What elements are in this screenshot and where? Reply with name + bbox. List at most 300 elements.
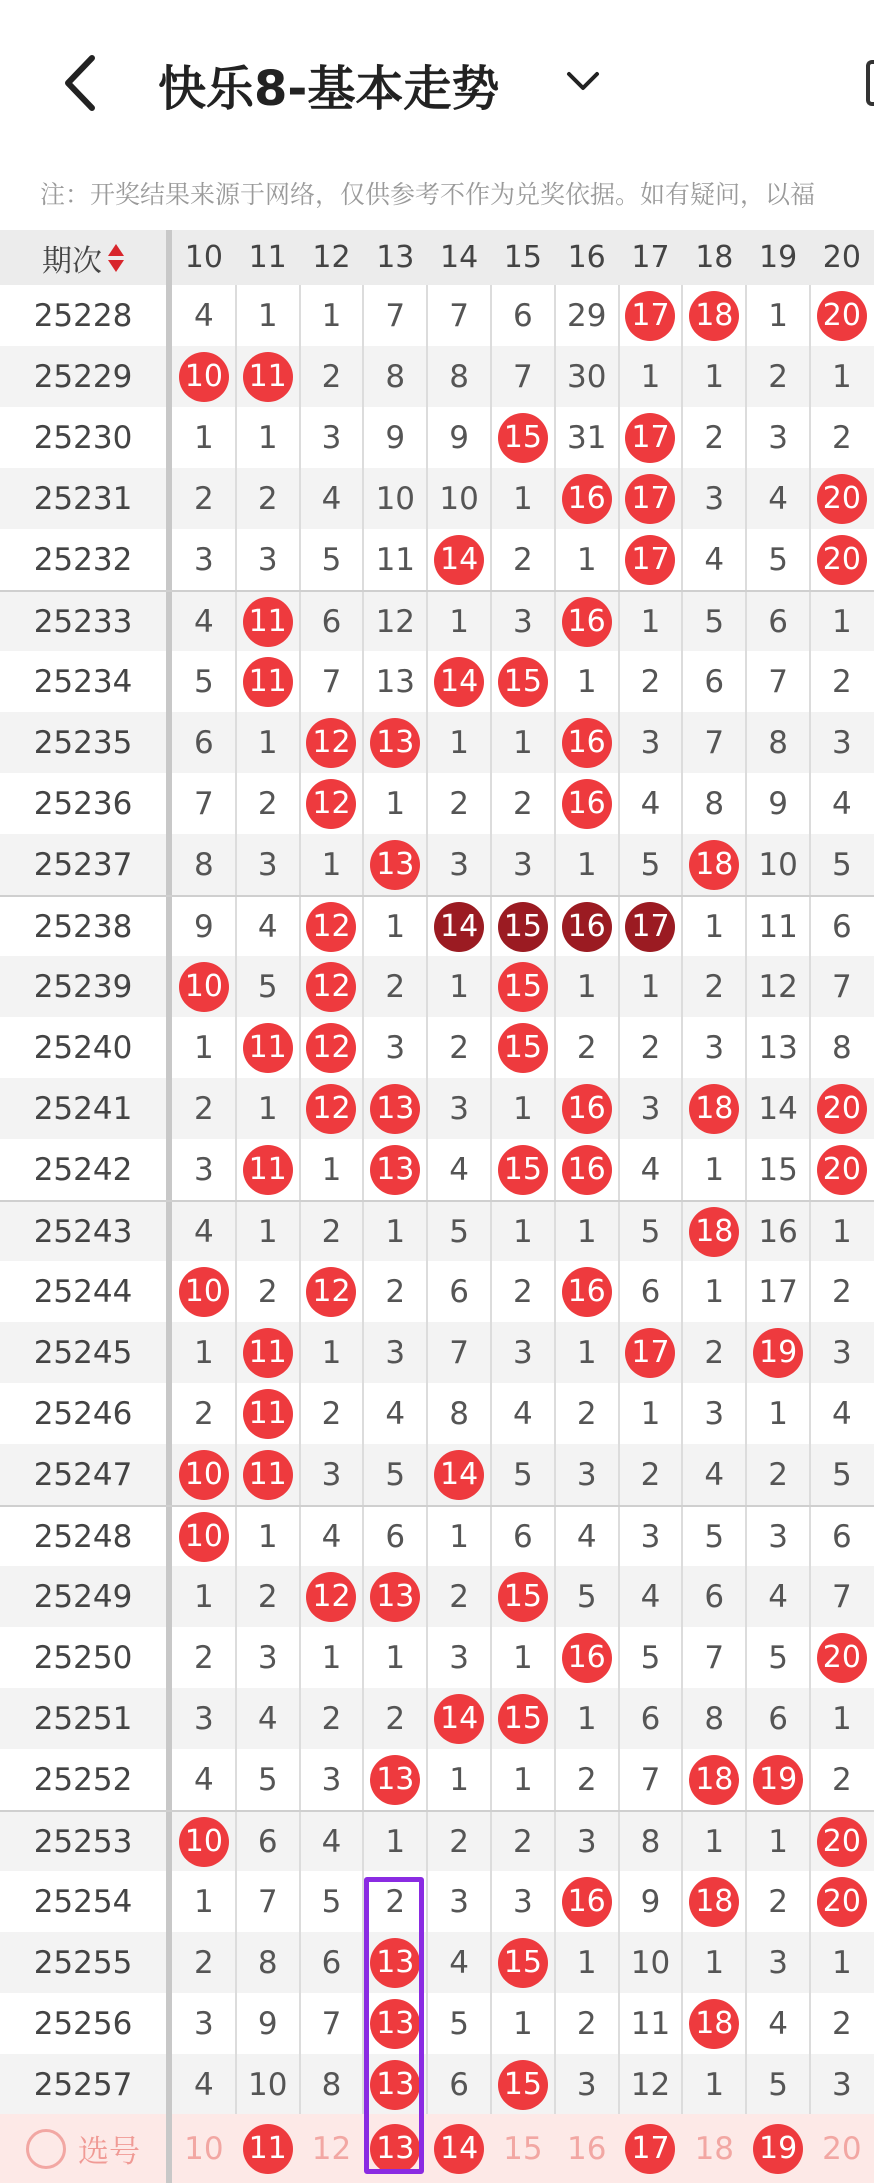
- trend-cell: [427, 1078, 491, 1139]
- select-number-15[interactable]: [491, 2114, 555, 2183]
- omission-count: 5: [832, 846, 852, 883]
- chevron-down-icon: [565, 66, 601, 96]
- trend-cell: [363, 1871, 427, 1932]
- omission-count: 4: [640, 1578, 661, 1615]
- period-number: 25237: [33, 846, 133, 883]
- omission-count: 13: [375, 663, 416, 700]
- trend-cell: [172, 1993, 236, 2054]
- drawn-number-ball: 17: [625, 474, 675, 524]
- trend-cell: [555, 285, 619, 346]
- omission-count: 6: [640, 1700, 661, 1737]
- trend-cell: [746, 1507, 810, 1566]
- drawn-number-ball: 11: [243, 1145, 293, 1195]
- period-number: 25229: [33, 358, 133, 395]
- drawn-number-ball: 17: [625, 535, 675, 585]
- select-number-13[interactable]: [363, 2114, 427, 2183]
- select-number-18[interactable]: [682, 2114, 746, 2183]
- lottery-dropdown-button[interactable]: [565, 66, 601, 96]
- omission-count: 2: [640, 1456, 661, 1493]
- omission-count: 3: [449, 1639, 469, 1676]
- omission-count: 4: [576, 1518, 597, 1555]
- menu-icon[interactable]: [866, 60, 874, 106]
- trend-cell: [300, 1383, 364, 1444]
- omission-count: 3: [257, 541, 278, 578]
- period-number: 25239: [33, 968, 133, 1005]
- trend-cell: [746, 592, 810, 651]
- trend-cell: [300, 346, 364, 407]
- trend-cell: [300, 897, 364, 956]
- column-header-20: 20: [822, 240, 861, 275]
- omission-count: 1: [257, 724, 278, 761]
- omission-count: 6: [513, 1518, 533, 1555]
- selected-number-ball[interactable]: 14: [434, 2124, 484, 2174]
- period-number: 25245: [33, 1334, 133, 1371]
- trend-cell: [363, 1932, 427, 1993]
- omission-count: 1: [194, 419, 214, 456]
- trend-cell: [363, 1507, 427, 1566]
- omission-count: 6: [449, 2066, 469, 2103]
- trend-cell: [555, 956, 619, 1017]
- trend-cell: [427, 651, 491, 712]
- omission-count: 5: [832, 1456, 852, 1493]
- trend-cell: [810, 529, 874, 590]
- omission-count: 4: [449, 1151, 469, 1188]
- trend-cell: [236, 1202, 300, 1261]
- period-number: 25254: [33, 1883, 133, 1920]
- omission-count: 1: [257, 1090, 278, 1127]
- period-number: 25238: [33, 908, 133, 945]
- trend-cell: [555, 346, 619, 407]
- trend-cell: [300, 1444, 364, 1505]
- omission-count: 2: [832, 419, 852, 456]
- omission-count: 4: [640, 1151, 661, 1188]
- trend-cell: [555, 1566, 619, 1627]
- select-number-20[interactable]: [810, 2114, 874, 2183]
- trend-cell: [619, 592, 683, 651]
- omission-count: 2: [832, 1761, 852, 1798]
- omission-count: 1: [449, 724, 469, 761]
- trend-cell: [810, 1507, 874, 1566]
- omission-count: 4: [321, 480, 342, 517]
- trend-cell: [810, 1383, 874, 1444]
- omission-count: 9: [257, 2005, 278, 2042]
- omission-count: 17: [758, 1273, 798, 1310]
- omission-count: 15: [758, 1151, 798, 1188]
- omission-count: 1: [576, 1334, 597, 1371]
- trend-cell: [810, 346, 874, 407]
- trend-cell: [491, 1202, 555, 1261]
- trend-cell: [746, 1627, 810, 1688]
- omission-count: 1: [640, 968, 661, 1005]
- omission-count: 5: [640, 1639, 661, 1676]
- trend-cell: [746, 1932, 810, 1993]
- select-number-11[interactable]: [236, 2114, 300, 2183]
- trend-cell: [810, 956, 874, 1017]
- omission-count: 7: [640, 1761, 661, 1798]
- drawn-number-ball: 14: [434, 535, 484, 585]
- trend-cell: [363, 1202, 427, 1261]
- drawn-number-ball: 18: [689, 291, 739, 341]
- column-header-18: 18: [695, 240, 734, 275]
- trend-cell: [363, 2054, 427, 2115]
- trend-cell: [555, 407, 619, 468]
- selectable-number[interactable]: 18: [694, 2130, 735, 2167]
- drawn-number-ball: 18: [689, 1207, 739, 1257]
- omission-count: 6: [257, 1823, 278, 1860]
- trend-cell: [172, 592, 236, 651]
- omission-count: 5: [704, 603, 725, 640]
- trend-cell: [555, 1749, 619, 1810]
- trend-cell: [300, 1202, 364, 1261]
- trend-cell: [363, 1444, 427, 1505]
- omission-count: 1: [385, 785, 406, 822]
- trend-cell: [363, 468, 427, 529]
- drawn-number-ball: 12: [306, 718, 356, 768]
- trend-cell: [619, 712, 683, 773]
- omission-count: 13: [758, 1029, 798, 1066]
- trend-cell: [236, 1017, 300, 1078]
- table-row: [0, 285, 874, 346]
- drawn-number-ball: 13: [370, 1938, 420, 1988]
- trend-cell: [300, 773, 364, 834]
- trend-cell: [491, 1871, 555, 1932]
- omission-count: 1: [832, 1213, 852, 1250]
- period-header[interactable]: [0, 230, 166, 285]
- omission-count: 1: [194, 1334, 214, 1371]
- chevron-left-icon: [58, 52, 108, 114]
- period-number: 25249: [33, 1578, 133, 1615]
- omission-count: 3: [513, 1334, 533, 1371]
- drawn-number-ball: 14: [434, 1450, 484, 1500]
- select-number-17[interactable]: [619, 2114, 683, 2183]
- select-number-19[interactable]: [746, 2114, 810, 2183]
- omission-count: 5: [385, 1456, 406, 1493]
- trend-cell: [491, 1688, 555, 1749]
- omission-count: 1: [321, 1334, 342, 1371]
- trend-cell: [619, 1322, 683, 1383]
- drawn-number-ball: 10: [179, 962, 229, 1012]
- trend-cell: [363, 956, 427, 1017]
- trend-cell: [427, 1383, 491, 1444]
- selectable-number[interactable]: 10: [184, 2130, 224, 2167]
- trend-cell: [810, 468, 874, 529]
- trend-cell: [300, 956, 364, 1017]
- radio-circle-icon[interactable]: [26, 2129, 66, 2169]
- drawn-number-ball: 16: [562, 902, 612, 952]
- trend-cell: [236, 468, 300, 529]
- column-header-15: 15: [503, 240, 542, 275]
- trend-cell: [746, 1749, 810, 1810]
- omission-count: 1: [576, 1700, 597, 1737]
- table-row: [0, 834, 874, 895]
- trend-cell: [363, 1749, 427, 1810]
- drawn-number-ball: 10: [179, 352, 229, 402]
- trend-cell: [746, 1444, 810, 1505]
- omission-count: 2: [385, 1700, 406, 1737]
- omission-count: 2: [257, 785, 278, 822]
- back-button[interactable]: [58, 52, 108, 114]
- omission-count: 2: [449, 1823, 469, 1860]
- trend-cell: [236, 1871, 300, 1932]
- omission-count: 2: [449, 1029, 469, 1066]
- trend-cell: [363, 1322, 427, 1383]
- period-number: 25234: [33, 663, 133, 700]
- selected-number-ball[interactable]: 19: [753, 2124, 803, 2174]
- omission-count: 4: [704, 1456, 725, 1493]
- trend-cell: [427, 956, 491, 1017]
- trend-cell: [682, 1322, 746, 1383]
- trend-cell: [555, 1871, 619, 1932]
- trend-cell: [810, 834, 874, 895]
- trend-cell: [682, 1812, 746, 1871]
- omission-count: 12: [758, 968, 798, 1005]
- drawn-number-ball: 20: [817, 1633, 867, 1683]
- omission-count: 1: [704, 358, 725, 395]
- trend-cell: [427, 1202, 491, 1261]
- trend-cell: [491, 1383, 555, 1444]
- trend-cell: [491, 1932, 555, 1993]
- trend-cell: [172, 1749, 236, 1810]
- table-row: [0, 1444, 874, 1505]
- selectable-number[interactable]: 16: [566, 2130, 607, 2167]
- trend-cell: [619, 1383, 683, 1444]
- trend-cell: [555, 529, 619, 590]
- select-number-12[interactable]: [300, 2114, 364, 2183]
- trend-cell: [555, 1322, 619, 1383]
- select-toggle[interactable]: [0, 2114, 166, 2183]
- omission-count: 6: [768, 1700, 788, 1737]
- trend-cell: [236, 1383, 300, 1444]
- omission-count: 8: [257, 1944, 278, 1981]
- omission-count: 1: [449, 1518, 469, 1555]
- omission-count: 4: [640, 785, 661, 822]
- table-row: [0, 1139, 874, 1200]
- omission-count: 5: [513, 1456, 533, 1493]
- drawn-number-ball: 20: [817, 1877, 867, 1927]
- trend-cell: [427, 897, 491, 956]
- drawn-number-ball: 15: [498, 1938, 548, 1988]
- trend-cell: [427, 2054, 491, 2115]
- column-header-19: 19: [758, 240, 798, 275]
- omission-count: 7: [194, 785, 214, 822]
- omission-count: 1: [194, 1029, 214, 1066]
- trend-cell: [427, 773, 491, 834]
- selected-number-ball[interactable]: 11: [243, 2124, 293, 2174]
- omission-count: 16: [758, 1213, 798, 1250]
- omission-count: 2: [832, 663, 852, 700]
- omission-count: 4: [832, 785, 852, 822]
- trend-cell: [619, 1507, 683, 1566]
- selected-number-ball[interactable]: 13: [370, 2124, 420, 2174]
- omission-count: 29: [566, 297, 607, 334]
- trend-cell: [619, 1017, 683, 1078]
- trend-cell: [746, 1993, 810, 2054]
- trend-cell: [172, 1202, 236, 1261]
- table-row: [0, 1017, 874, 1078]
- omission-count: 4: [194, 603, 214, 640]
- trend-cell: [236, 1932, 300, 1993]
- period-number: 25235: [33, 724, 133, 761]
- trend-cell: [682, 1017, 746, 1078]
- period-number: 25247: [33, 1456, 133, 1493]
- omission-count: 1: [576, 1213, 597, 1250]
- omission-count: 5: [768, 1639, 788, 1676]
- omission-count: 3: [321, 419, 342, 456]
- select-number-10[interactable]: [172, 2114, 236, 2183]
- omission-count: 3: [640, 724, 661, 761]
- trend-cell: [236, 712, 300, 773]
- trend-cell: [491, 1017, 555, 1078]
- omission-count: 2: [321, 1213, 342, 1250]
- app-header: [0, 0, 874, 209]
- select-number-14[interactable]: [427, 2114, 491, 2183]
- drawn-number-ball: 16: [562, 1145, 612, 1195]
- table-row: [0, 1627, 874, 1688]
- trend-cell: [300, 1322, 364, 1383]
- table-row: [0, 1505, 874, 1566]
- selectable-number[interactable]: 12: [311, 2130, 352, 2167]
- select-number-16[interactable]: [555, 2114, 619, 2183]
- trend-cell: [810, 1017, 874, 1078]
- trend-cell: [363, 346, 427, 407]
- omission-count: 4: [194, 2066, 214, 2103]
- selectable-number[interactable]: 15: [503, 2130, 543, 2167]
- trend-cell: [682, 712, 746, 773]
- trend-cell: [236, 1507, 300, 1566]
- trend-cell: [746, 712, 810, 773]
- trend-cell: [427, 285, 491, 346]
- omission-count: 8: [640, 1823, 661, 1860]
- omission-count: 7: [704, 1639, 725, 1676]
- period-number: 25253: [33, 1823, 133, 1860]
- drawn-number-ball: 18: [689, 1999, 739, 2049]
- trend-cell: [427, 592, 491, 651]
- trend-cell: [236, 1993, 300, 2054]
- omission-count: 1: [513, 724, 533, 761]
- omission-count: 3: [704, 1395, 725, 1432]
- trend-cell: [491, 712, 555, 773]
- number-selection-row: [0, 2114, 874, 2183]
- table-row: [0, 712, 874, 773]
- omission-count: 6: [640, 1273, 661, 1310]
- trend-cell: [236, 285, 300, 346]
- omission-count: 5: [449, 2005, 469, 2042]
- omission-count: 9: [640, 1883, 661, 1920]
- omission-count: 1: [513, 1761, 533, 1798]
- omission-count: 1: [194, 1883, 214, 1920]
- trend-cell: [172, 1322, 236, 1383]
- omission-count: 2: [704, 1334, 725, 1371]
- table-row: [0, 346, 874, 407]
- omission-count: 3: [449, 1883, 469, 1920]
- selectable-number[interactable]: 20: [822, 2130, 862, 2167]
- omission-count: 1: [832, 1700, 852, 1737]
- omission-count: 2: [321, 1700, 342, 1737]
- omission-count: 1: [704, 2066, 725, 2103]
- trend-cell: [491, 651, 555, 712]
- omission-count: 3: [704, 1029, 725, 1066]
- trend-cell: [682, 1507, 746, 1566]
- trend-cell: [363, 407, 427, 468]
- drawn-number-ball: 17: [625, 1328, 675, 1378]
- drawn-number-ball: 13: [370, 2060, 420, 2110]
- trend-cell: [746, 1566, 810, 1627]
- omission-count: 1: [513, 480, 533, 517]
- omission-count: 1: [257, 419, 278, 456]
- trend-cell: [300, 1017, 364, 1078]
- trend-cell: [619, 1202, 683, 1261]
- omission-count: 2: [704, 968, 725, 1005]
- selected-number-ball[interactable]: 17: [625, 2124, 675, 2174]
- trend-cell: [363, 1566, 427, 1627]
- trend-cell: [172, 2054, 236, 2115]
- drawn-number-ball: 16: [562, 779, 612, 829]
- omission-count: 3: [194, 1151, 214, 1188]
- omission-count: 3: [768, 419, 788, 456]
- omission-count: 7: [385, 297, 406, 334]
- omission-count: 8: [449, 1395, 469, 1432]
- omission-count: 8: [768, 724, 788, 761]
- trend-cell: [746, 1017, 810, 1078]
- table-row: [0, 1261, 874, 1322]
- omission-count: 2: [513, 785, 533, 822]
- omission-count: 8: [704, 785, 725, 822]
- trend-cell: [682, 1383, 746, 1444]
- trend-cell: [810, 2054, 874, 2115]
- trend-cell: [746, 651, 810, 712]
- period-number: 25250: [33, 1639, 133, 1676]
- trend-cell: [682, 1566, 746, 1627]
- omission-count: 2: [385, 968, 406, 1005]
- table-row: [0, 1993, 874, 2054]
- trend-cell: [236, 2054, 300, 2115]
- trend-cell: [619, 285, 683, 346]
- omission-count: 4: [194, 1761, 214, 1798]
- omission-count: 5: [321, 1883, 342, 1920]
- column-header-16: 16: [567, 240, 606, 275]
- trend-cell: [172, 1507, 236, 1566]
- drawn-number-ball: 14: [434, 657, 484, 707]
- table-row: [0, 956, 874, 1017]
- trend-cell: [300, 1871, 364, 1932]
- trend-cell: [491, 1322, 555, 1383]
- drawn-number-ball: 19: [753, 1755, 803, 1805]
- drawn-number-ball: 11: [243, 1328, 293, 1378]
- omission-count: 8: [321, 2066, 342, 2103]
- omission-count: 14: [758, 1090, 798, 1127]
- trend-cell: [810, 407, 874, 468]
- trend-cell: [619, 897, 683, 956]
- trend-table: [0, 230, 874, 2115]
- omission-count: 6: [513, 297, 533, 334]
- drawn-number-ball: 10: [179, 1450, 229, 1500]
- drawn-number-ball: 15: [498, 902, 548, 952]
- trend-cell: [236, 1688, 300, 1749]
- trend-cell: [491, 1812, 555, 1871]
- trend-cell: [363, 834, 427, 895]
- drawn-number-ball: 11: [243, 597, 293, 647]
- drawn-number-ball: 13: [370, 718, 420, 768]
- trend-cell: [236, 834, 300, 895]
- omission-count: 4: [194, 1213, 214, 1250]
- trend-cell: [619, 1932, 683, 1993]
- trend-cell: [172, 1078, 236, 1139]
- trend-cell: [427, 1627, 491, 1688]
- omission-count: 30: [566, 358, 607, 395]
- omission-count: 9: [194, 908, 214, 945]
- trend-cell: [300, 1749, 364, 1810]
- trend-cell: [491, 897, 555, 956]
